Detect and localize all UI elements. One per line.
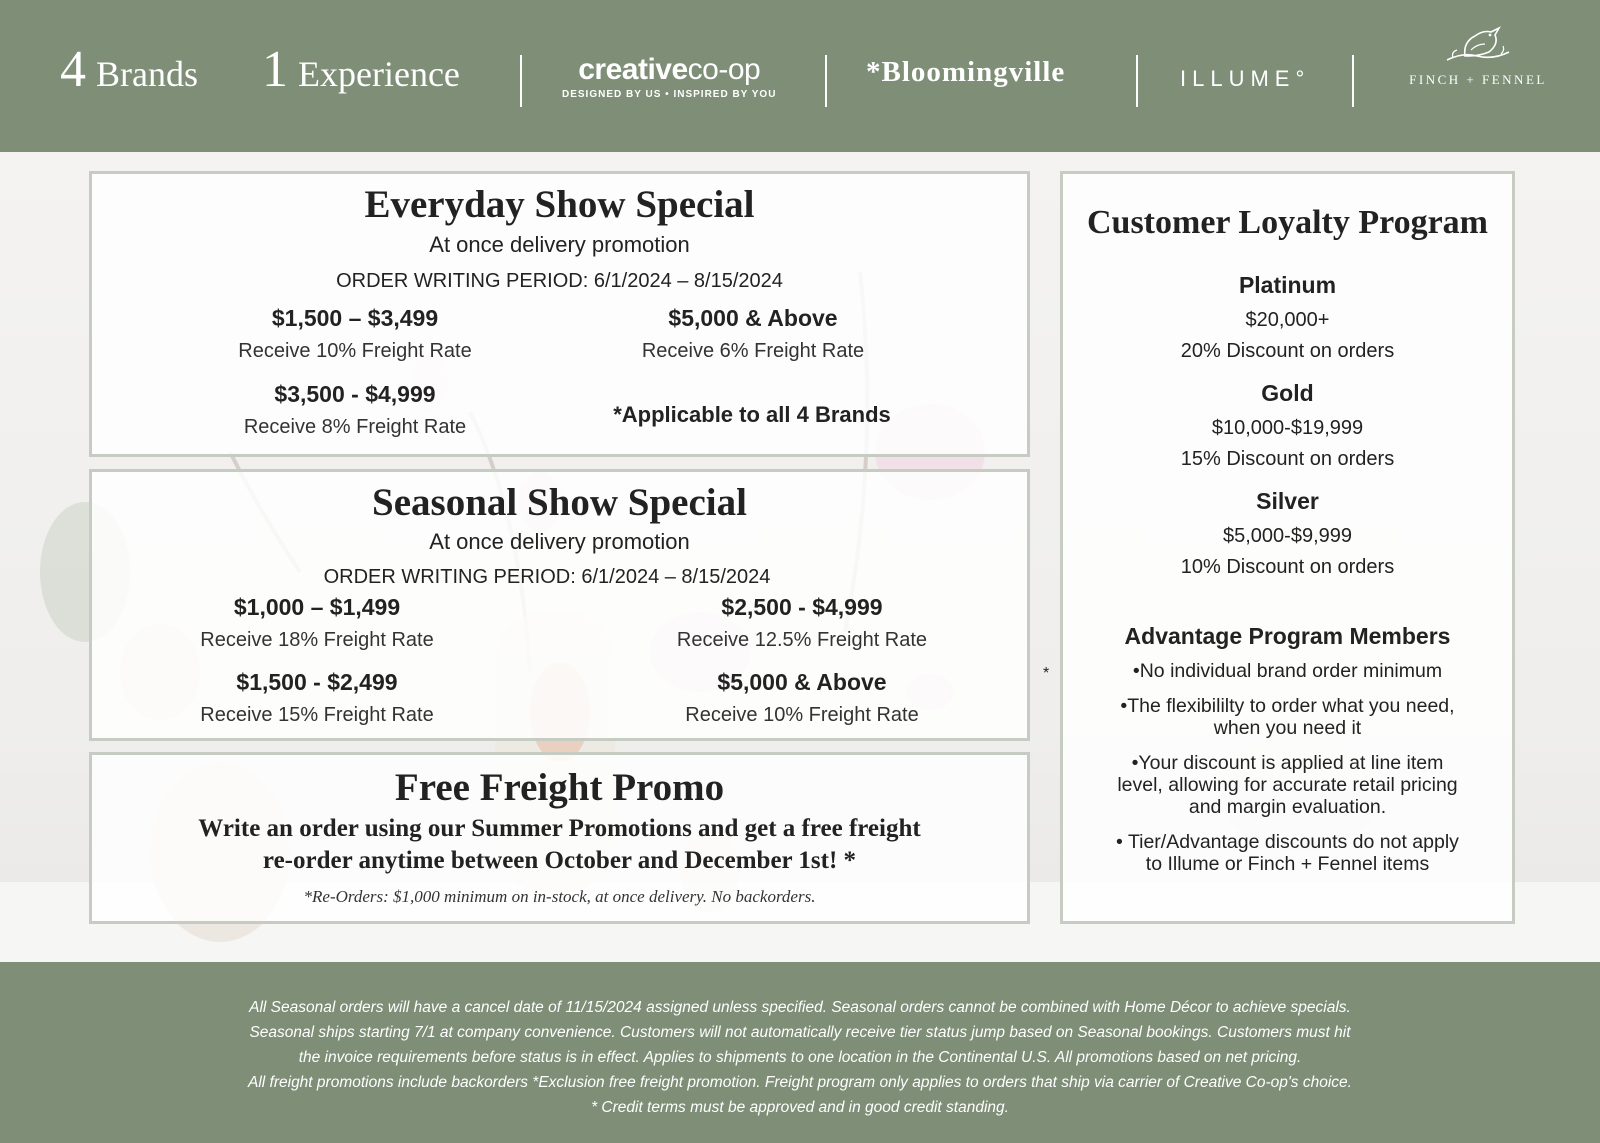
header-divider [1352, 55, 1354, 107]
bloomingville-logo: *Bloomingville [866, 56, 1066, 88]
illume-logo: ILLUME° [1180, 66, 1311, 91]
advantage-item: •Your discount is applied at line item [1131, 752, 1444, 774]
order-period: ORDER WRITING PERIOD: 6/1/2024 – 8/15/2024 [323, 566, 771, 588]
panel-title: Everyday Show Special [364, 183, 755, 226]
tier-range: $10,000-$19,999 [1211, 417, 1364, 439]
footer-line: All freight promotions include backorders *Exclusion free freight promotion. Freight program only applies to orders that ship via carrier of Creative Co-op's choice. [248, 1074, 1352, 1091]
tier-range: $20,000+ [1245, 309, 1330, 331]
tier-rate: Receive 6% Freight Rate [641, 340, 865, 362]
panel-subtitle: At once delivery promotion [429, 232, 690, 257]
order-period: ORDER WRITING PERIOD: 6/1/2024 – 8/15/2024 [336, 270, 783, 292]
applicable-note: *Applicable to all 4 Brands [613, 402, 891, 427]
header-divider [520, 55, 522, 107]
tier-amount: $2,500 - $4,999 [721, 594, 883, 620]
tier-rate: Receive 10% Freight Rate [685, 704, 919, 726]
tier-rate: Receive 10% Freight Rate [238, 340, 472, 362]
footer-line: Seasonal ships starting 7/1 at company convenience. Customers will not automatically receive tier status jump based on Seasonal bookings. Customers must hit [249, 1024, 1351, 1041]
tier-amount: $3,500 - $4,999 [274, 381, 436, 407]
tagline-number: 1 [262, 41, 288, 98]
everyday-special-panel [89, 171, 1030, 457]
tier-discount: 10% Discount on orders [1180, 556, 1395, 578]
footer-band [0, 962, 1600, 1143]
advantage-item: • Tier/Advantage discounts do not apply [1116, 831, 1459, 853]
free-freight-panel [89, 752, 1030, 924]
tier-name: Gold [1261, 380, 1314, 406]
tier-name: Platinum [1238, 272, 1337, 298]
tier-amount: $1,500 – $3,499 [271, 305, 439, 331]
tier-range: $5,000-$9,999 [1222, 525, 1352, 547]
promo-line: Write an order using our Summer Promotions and get a free freight [198, 815, 921, 842]
tier-amount: $5,000 & Above [717, 669, 887, 695]
tier-rate: Receive 15% Freight Rate [200, 704, 434, 726]
tier-rate: Receive 8% Freight Rate [243, 416, 467, 438]
tier-name: Silver [1256, 488, 1319, 514]
panel-title: Customer Loyalty Program [1086, 204, 1488, 241]
advantage-item: when you need it [1213, 717, 1362, 739]
advantage-item: •No individual brand order minimum [1132, 660, 1443, 682]
seasonal-special-panel [89, 469, 1030, 741]
promo-line: re-order anytime between October and December 1st! * [262, 847, 857, 874]
tagline-word: Brands [96, 54, 198, 94]
asterisk-mark: * [1043, 665, 1050, 682]
advantage-item: to Illume or Finch + Fennel items [1145, 853, 1430, 875]
tagline-brands [60, 40, 198, 99]
reorder-note: *Re-Orders: $1,000 minimum on in-stock, at once delivery. No backorders. [303, 887, 816, 906]
logo-text: FINCH + FENNEL [1409, 72, 1547, 87]
tier-amount: $1,500 - $2,499 [236, 669, 398, 695]
advantage-item: level, allowing for accurate retail pricing [1117, 774, 1458, 796]
advantage-item: and margin evaluation. [1188, 796, 1387, 818]
panel-title: Free Freight Promo [394, 766, 725, 809]
header-divider [825, 55, 827, 107]
finch-fennel-logo [1398, 22, 1558, 88]
footer-line: All Seasonal orders will have a cancel date of 11/15/2024 assigned unless specified. Seasonal orders cannot be combined with Home Décor to achieve specials. [249, 999, 1351, 1016]
tier-discount: 15% Discount on orders [1180, 448, 1395, 470]
logo-text-bold: creative [578, 53, 688, 86]
loyalty-panel [1060, 171, 1515, 924]
finch-bird-icon [1443, 22, 1513, 68]
tagline-word: Experience [298, 54, 460, 94]
tier-rate: Receive 12.5% Freight Rate [676, 629, 928, 651]
tagline-number: 4 [60, 41, 86, 98]
advantage-item: •The flexibililty to order what you need, [1120, 695, 1455, 717]
tier-discount: 20% Discount on orders [1180, 340, 1395, 362]
header-band [0, 0, 1600, 152]
tier-amount: $1,000 – $1,499 [233, 594, 401, 620]
logo-text-light: co-op [687, 53, 761, 86]
logo-tagline: DESIGNED BY US • INSPIRED BY YOU [562, 89, 777, 100]
panel-title: Seasonal Show Special [372, 481, 747, 524]
tagline-experience [262, 40, 460, 99]
header-divider [1136, 55, 1138, 107]
footer-line: the invoice requirements before status is in effect. Applies to shipments to one location in the Continental U.S. All promotions based on net pricing. [298, 1049, 1302, 1066]
advantage-title: Advantage Program Members [1124, 623, 1451, 649]
panel-subtitle: At once delivery promotion [429, 529, 690, 554]
tier-amount: $5,000 & Above [668, 305, 838, 331]
tier-rate: Receive 18% Freight Rate [200, 629, 434, 651]
footer-line: * Credit terms must be approved and in good credit standing. [591, 1099, 1009, 1116]
creative-coop-logo [562, 54, 776, 100]
